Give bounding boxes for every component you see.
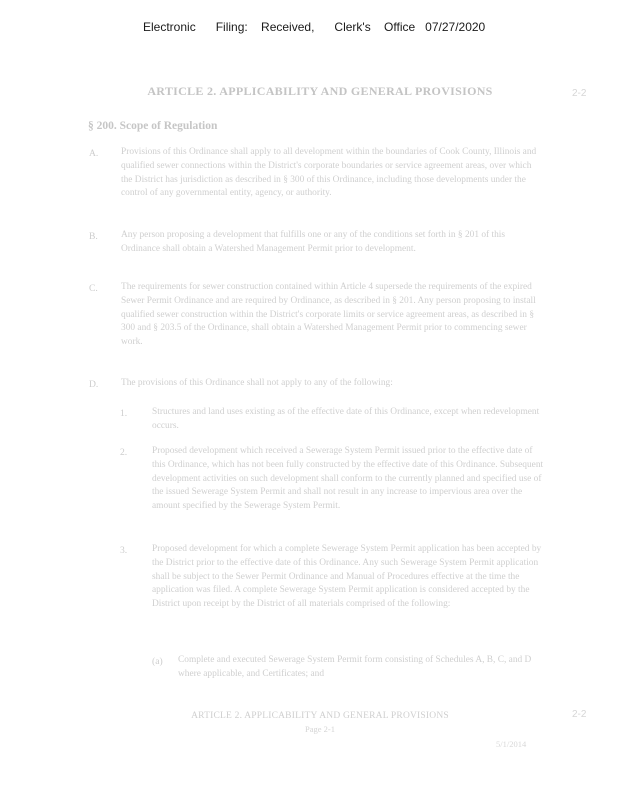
subparagraph-label: 3. <box>120 545 128 556</box>
footer-mark: 2-2 <box>572 709 587 720</box>
paragraph-text: Any person proposing a development that fulfills one or any of the conditions set forth in § 201 of this Ordinance shall obtain a Watershed Management Permit prior to development. <box>121 230 506 254</box>
subparagraph-text: Proposed development for which a complete Sewerage System Permit application has been accepted by the District prior to the effective date of this Ordinance. Any such Sewerage System Permit application shall be subject to the Sewer Permit Ordinance and Manual of Procedures effective at the time the application was filed. A complete Sewerage System Permit application is considered accepted by the District upon receipt by the District of all materials comprised of the following: <box>152 544 542 610</box>
paragraph-text: The requirements for sewer construction contained within Article 4 supersede the requirements of the expired Sewer Permit Ordinance and are required by Ordinance, as described in § 201. Any person proposing to install qualified sewer construction within the District's corporate limits or service agreement areas, as described in § 300 and § 203.5 of the Ordinance, shall obtain a Watershed Management Permit prior to commencing sewer work. <box>121 282 536 348</box>
paragraph-text: Provisions of this Ordinance shall apply to all development within the boundaries of Cook County, Illinois and qualified sewer connections within the District's corporate boundaries or service agreement areas, over which the District has jurisdiction as described in § 300 of this Ordinance, including those developments under the control of any governmental entity, agency, or authority. <box>121 147 537 199</box>
sub-item-label: (a) <box>152 656 163 667</box>
filing-header: Electronic Filing: Received, Clerk's Office 07/27/2020 <box>143 20 486 34</box>
subparagraph-label: 2. <box>120 447 128 458</box>
subparagraph-text: Proposed development which received a Sewerage System Permit issued prior to the effective date of this Ordinance, which has not been fully constructed by the effective date of this Ordinance. Subsequent development activities on such development shall conform to the currently planned and specified use of the issued Sewerage System Permit and shall not result in any increase to impervious area over the amount specified by the Sewerage System Permit. <box>152 446 544 512</box>
footer-date: 5/1/2014 <box>496 739 527 749</box>
paragraph-text: The provisions of this Ordinance shall not apply to any of the following: <box>121 378 393 388</box>
subparagraph-label: 1. <box>120 408 128 419</box>
article-heading: ARTICLE 2. APPLICABILITY AND GENERAL PROVISIONS <box>147 84 493 98</box>
footer-page-number: Page 2-1 <box>305 724 335 734</box>
subparagraph-text: Structures and land uses existing as of the effective date of this Ordinance, except when redevelopment occurs. <box>152 407 540 431</box>
paragraph-label: C. <box>89 283 98 294</box>
sub-item-text: Complete and executed Sewerage System Permit form consisting of Schedules A, B, C, and D where applicable, and Certificates; and <box>178 655 532 679</box>
paragraph-label: D. <box>89 379 99 390</box>
top-right-mark: 2-2 <box>572 88 587 99</box>
paragraph-label: B. <box>89 231 98 242</box>
section-title: § 200. Scope of Regulation <box>88 120 218 132</box>
paragraph-label: A. <box>89 148 99 159</box>
footer-title: ARTICLE 2. APPLICABILITY AND GENERAL PROVISIONS <box>191 711 449 721</box>
